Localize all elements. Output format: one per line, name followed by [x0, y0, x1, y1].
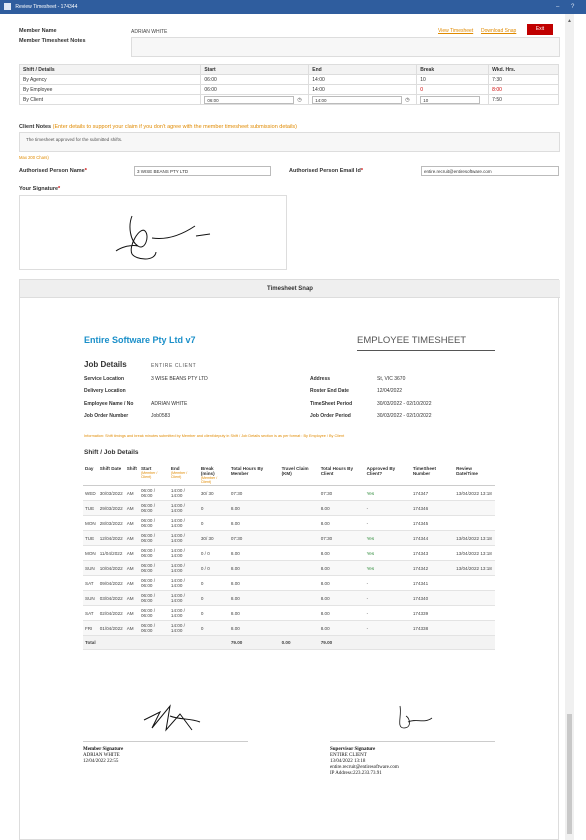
table-cell: 8.00	[319, 561, 365, 576]
table-row	[83, 576, 495, 591]
supervisor-signature-email: entire.recruit@entiresoftware.com	[330, 765, 399, 770]
member-signature-line	[83, 741, 248, 742]
table-row	[83, 516, 495, 531]
table-row	[83, 621, 495, 636]
table-cell: 0	[199, 606, 229, 621]
col-header	[169, 465, 199, 486]
table-cell	[280, 486, 319, 501]
table-cell	[280, 516, 319, 531]
col-end: End	[309, 65, 417, 75]
table-cell: 14:00 / 14:00	[169, 591, 199, 606]
minimize-button[interactable]: –	[556, 4, 560, 10]
address-value: St, VIC 3670	[377, 376, 406, 382]
table-cell: 174344	[411, 531, 454, 546]
col-break: Break	[417, 65, 489, 75]
table-cell: AM	[125, 516, 139, 531]
table-cell: -	[365, 501, 411, 516]
auth-email-text: Authorised Person Email Id	[289, 168, 361, 174]
table-cell: 07:30	[319, 486, 365, 501]
table-cell: 8.00	[229, 516, 280, 531]
table-cell: 07:30	[319, 531, 365, 546]
auth-email-input[interactable]: entire.recruit@entiresoftware.com	[421, 166, 559, 176]
col-header	[125, 465, 139, 486]
total-cell	[169, 636, 199, 650]
table-cell: 14:00 / 14:00	[169, 576, 199, 591]
table-cell: 06:00 / 06:00	[139, 516, 169, 531]
table-cell: 8.00	[229, 576, 280, 591]
table-cell: 10/04/2022	[98, 561, 125, 576]
col-header	[98, 465, 125, 486]
col-header-label: Total Hours By Member	[230, 466, 264, 476]
information-note: Information: Shift timings and break minutes submitted by Member and client/deputy in Shift / Job Details section is as per format : By Employee / By Client	[84, 434, 345, 438]
table-cell: 14:00 / 14:00	[169, 516, 199, 531]
table-cell	[280, 561, 319, 576]
client-notes-hint: (Enter details to support your claim if you don't agree with the member timesheet submission details)	[52, 124, 298, 130]
table-cell: 8.00	[319, 516, 365, 531]
member-notes-box	[131, 37, 560, 57]
table-cell: SAT	[83, 576, 98, 591]
row-by-agency	[20, 75, 559, 85]
col-header-sub: (Member / Client)	[170, 471, 188, 479]
table-cell: 0	[199, 576, 229, 591]
table-cell: AM	[125, 591, 139, 606]
help-button[interactable]: ?	[571, 4, 575, 10]
member-signature-name: ADRIAN WHITE	[83, 753, 120, 758]
total-cell	[199, 636, 229, 650]
table-cell	[280, 531, 319, 546]
member-signature-image	[140, 700, 210, 740]
table-cell: 12/04/2022	[98, 531, 125, 546]
table-cell: 30/ 30	[199, 531, 229, 546]
job-order-period-label: Job Order Period	[310, 413, 351, 419]
required-star: *	[360, 168, 363, 174]
table-cell: AM	[125, 486, 139, 501]
table-cell: 0	[199, 516, 229, 531]
end-cell	[309, 95, 417, 105]
table-cell: AM	[125, 546, 139, 561]
auth-name-text: Authorised Person Name	[19, 168, 85, 174]
start-value: 06:00	[201, 75, 309, 85]
member-signature-date: 12/04/2022 22:55	[83, 759, 119, 764]
service-location-value: 3 WISE BEANS PTY LTD	[151, 376, 208, 382]
col-header	[139, 465, 169, 486]
required-star: *	[58, 186, 61, 192]
table-cell: WED	[83, 486, 98, 501]
table-cell: Yes	[365, 531, 411, 546]
total-cell: 79.00	[229, 636, 280, 650]
max-chars-note: Max 200 Chars)	[19, 155, 49, 160]
col-shift-details: Shift / Details	[20, 65, 201, 75]
table-cell: 0	[199, 621, 229, 636]
total-cell	[365, 636, 411, 650]
table-cell: 11/04/2022	[98, 546, 125, 561]
table-cell: Yes	[365, 546, 411, 561]
table-row	[83, 591, 495, 606]
roster-end-date-label: Roster End Date	[310, 388, 349, 394]
table-cell: 14:00 / 14:00	[169, 546, 199, 561]
table-cell: SAT	[83, 606, 98, 621]
signature-drawing	[20, 196, 288, 271]
member-name-value: ADRIAN WHITE	[131, 29, 168, 35]
table-cell: 8.00	[229, 546, 280, 561]
break-value: 10	[417, 75, 489, 85]
table-cell: -	[365, 516, 411, 531]
table-cell: 14:00 / 14:00	[169, 486, 199, 501]
hrs-value: 7:50	[489, 95, 559, 105]
client-notes-title: Client Notes	[19, 124, 52, 130]
table-cell: 0	[199, 501, 229, 516]
table-cell: 8.00	[319, 591, 365, 606]
table-cell: SUN	[83, 591, 98, 606]
table-cell	[454, 576, 495, 591]
table-row	[83, 531, 495, 546]
col-header-label: Travel Claim (KM)	[281, 466, 309, 476]
start-value: 06:00	[201, 85, 309, 95]
table-cell: 13/04/2022 13:18	[454, 531, 495, 546]
table-cell	[280, 591, 319, 606]
shift-job-details-title: Shift / Job Details	[84, 449, 139, 456]
vertical-scrollbar[interactable]	[565, 14, 574, 840]
employee-name-value: ADRIAN WHITE	[151, 401, 188, 407]
table-cell: 14:00 / 14:00	[169, 606, 199, 621]
table-cell: 13/04/2022 13:18	[454, 561, 495, 576]
member-signature-block	[83, 747, 123, 765]
col-header-label: End	[170, 466, 180, 471]
table-cell	[454, 501, 495, 516]
table-cell	[454, 606, 495, 621]
table-row	[83, 486, 495, 501]
timesheet-period-value: 30/03/2022 - 02/10/2022	[377, 401, 432, 407]
table-cell: 07:30	[229, 486, 280, 501]
roster-end-date-value: 12/04/2022	[377, 388, 403, 394]
table-cell: AM	[125, 576, 139, 591]
table-cell: 06:00 / 06:00	[139, 606, 169, 621]
download-snap-link[interactable]: Download Snap	[481, 28, 517, 34]
table-cell: 14:00 / 14:00	[169, 531, 199, 546]
signature-label	[19, 186, 60, 192]
supervisor-signature-date: 13/04/2022 13:18	[330, 759, 366, 764]
table-cell: 06:00 / 06:00	[139, 561, 169, 576]
signature-pad[interactable]	[19, 195, 287, 270]
client-start-input[interactable]: 06:00	[204, 96, 294, 104]
supervisor-signature-title: Supervisor Signature	[330, 747, 376, 752]
col-header	[229, 465, 280, 486]
end-value: 14:00	[309, 85, 417, 95]
signature-text: Your Signature	[19, 186, 59, 192]
table-cell: Yes	[365, 486, 411, 501]
delivery-location-label: Delivery Location	[84, 388, 126, 394]
table-cell: 06:00 / 06:00	[139, 591, 169, 606]
job-order-number-value: Job0583	[151, 413, 171, 419]
member-name-label: Member Name	[19, 28, 57, 34]
member-signature-title: Member Signature	[83, 747, 124, 752]
clock-icon[interactable]: ◷	[297, 96, 302, 103]
table-cell: TUE	[83, 531, 98, 546]
client-break-input[interactable]: 10	[420, 96, 480, 104]
document-title: EMPLOYEE TIMESHEET	[357, 335, 495, 351]
supervisor-signature-image	[390, 698, 440, 738]
table-cell: 8.00	[319, 621, 365, 636]
table-cell: 03/04/2022	[98, 591, 125, 606]
table-cell: 06:00 / 06:00	[139, 501, 169, 516]
supervisor-signature-line	[330, 741, 495, 742]
row-label: By Employee	[20, 85, 201, 95]
scroll-up-icon[interactable]: ▲	[567, 18, 572, 24]
job-order-period-value: 30/03/2022 - 02/10/2022	[377, 413, 432, 419]
job-client: ENTIRE CLIENT	[151, 363, 197, 369]
hrs-value: 7:30	[489, 75, 559, 85]
col-header-label: Shift Date	[99, 466, 122, 471]
table-cell: 01/04/2022	[98, 621, 125, 636]
total-row	[83, 636, 495, 650]
table-cell: -	[365, 591, 411, 606]
start-cell	[201, 95, 309, 105]
table-cell: 06:00 / 06:00	[139, 486, 169, 501]
table-cell: 8.00	[319, 576, 365, 591]
total-cell	[454, 636, 495, 650]
table-cell: AM	[125, 501, 139, 516]
col-header	[280, 465, 319, 486]
timesheet-period-label: TimeSheet Period	[310, 401, 353, 407]
table-cell	[454, 591, 495, 606]
col-hrs: Wkd. Hrs.	[489, 65, 559, 75]
table-cell: TUE	[83, 501, 98, 516]
col-header-label: Day	[85, 466, 94, 471]
table-cell	[454, 621, 495, 636]
col-header-label: Review Date/Time	[456, 466, 478, 476]
clock-icon[interactable]: ◷	[405, 96, 410, 103]
supervisor-signature-block	[330, 747, 399, 777]
table-cell	[454, 516, 495, 531]
break-value: 0	[417, 85, 489, 95]
member-notes-label: Member Timesheet Notes	[19, 38, 86, 44]
table-row	[83, 501, 495, 516]
col-header-sub: (Member / Client)	[200, 476, 218, 484]
table-cell: 28/03/2022	[98, 516, 125, 531]
required-star: *	[84, 168, 87, 174]
table-cell: AM	[125, 621, 139, 636]
total-cell: Total	[83, 636, 98, 650]
table-cell: 06:00 / 06:00	[139, 576, 169, 591]
table-cell: 8.00	[229, 501, 280, 516]
table-header-row	[83, 465, 495, 486]
exit-button[interactable]: Exit	[527, 24, 553, 35]
view-timesheet-link[interactable]: View Timesheet	[438, 28, 474, 34]
window-titlebar	[0, 0, 586, 14]
hrs-value: 8:00	[489, 85, 559, 95]
shift-details-table	[19, 64, 559, 105]
table-cell: -	[365, 606, 411, 621]
table-cell: 06:00 / 06:00	[139, 546, 169, 561]
col-header-label: Break (mins)	[200, 466, 215, 476]
table-cell: AM	[125, 531, 139, 546]
table-cell: 8.00	[319, 501, 365, 516]
total-cell	[125, 636, 139, 650]
row-label: By Agency	[20, 75, 201, 85]
table-cell: 174345	[411, 516, 454, 531]
col-header-sub: (Member / Client)	[140, 471, 158, 479]
col-header-label: Approved By Client?	[366, 466, 396, 476]
table-cell: 174346	[411, 501, 454, 516]
table-row	[83, 606, 495, 621]
table-cell: 06:00 / 06:00	[139, 621, 169, 636]
auth-name-label	[19, 168, 87, 174]
col-header	[199, 465, 229, 486]
table-cell: FRI	[83, 621, 98, 636]
table-cell	[280, 501, 319, 516]
table-cell	[280, 546, 319, 561]
table-cell: Yes	[365, 561, 411, 576]
total-cell	[411, 636, 454, 650]
table-cell: 0 / 0	[199, 561, 229, 576]
employee-name-label: Employee Name / No	[84, 401, 134, 407]
table-cell: 0	[199, 591, 229, 606]
window-icon	[4, 3, 11, 10]
service-location-label: Service Location	[84, 376, 125, 382]
table-cell: AM	[125, 606, 139, 621]
col-header	[365, 465, 411, 486]
table-cell: 174343	[411, 546, 454, 561]
client-notes-label	[19, 124, 297, 130]
col-start: Start	[201, 65, 309, 75]
table-cell	[280, 576, 319, 591]
total-cell: 79.00	[319, 636, 365, 650]
table-cell: -	[365, 576, 411, 591]
row-label: By Client	[20, 95, 201, 105]
table-cell: 14:00 / 14:00	[169, 561, 199, 576]
table-cell: 174340	[411, 591, 454, 606]
client-end-input[interactable]: 14:00	[312, 96, 402, 104]
table-cell: 174341	[411, 576, 454, 591]
company-name: Entire Software Pty Ltd v7	[84, 335, 196, 345]
table-cell: 8.00	[229, 621, 280, 636]
address-label: Address	[310, 376, 331, 382]
table-cell	[280, 606, 319, 621]
table-cell: 06:00 / 06:00	[139, 531, 169, 546]
col-header-label: Total Hours By Client	[320, 466, 354, 476]
table-cell: 30/03/2022	[98, 486, 125, 501]
end-value: 14:00	[309, 75, 417, 85]
table-cell: AM	[125, 561, 139, 576]
table-row	[83, 546, 495, 561]
table-cell: 07:30	[229, 531, 280, 546]
table-cell: SUN	[83, 561, 98, 576]
col-header	[83, 465, 98, 486]
auth-name-input[interactable]: 3 WISE BEANS PTY LTD	[134, 166, 271, 176]
auth-email-label	[289, 168, 363, 174]
table-cell	[280, 621, 319, 636]
table-cell: -	[365, 621, 411, 636]
table-cell: 13/04/2022 13:18	[454, 486, 495, 501]
col-header-label: TimeSheet Number	[412, 466, 436, 476]
total-cell	[139, 636, 169, 650]
table-cell: 8.00	[319, 606, 365, 621]
job-details-title: Job Details	[84, 360, 127, 369]
table-cell: MON	[83, 516, 98, 531]
table-cell: 0 / 0	[199, 546, 229, 561]
supervisor-signature-ip: IP Address:223.233.73.91	[330, 771, 382, 776]
table-cell: 8.00	[229, 591, 280, 606]
col-header-label: Start	[140, 466, 152, 471]
table-cell: 13/04/2022 13:18	[454, 546, 495, 561]
scroll-thumb[interactable]	[567, 714, 572, 834]
table-cell: 174342	[411, 561, 454, 576]
supervisor-signature-name: ENTIRE CLIENT	[330, 753, 367, 758]
col-header-label: Shift	[126, 466, 137, 471]
table-row	[83, 561, 495, 576]
table-cell: 02/04/2022	[98, 606, 125, 621]
row-by-client	[20, 95, 559, 105]
total-cell: 0.00	[280, 636, 319, 650]
table-cell: 8.00	[319, 546, 365, 561]
col-header	[411, 465, 454, 486]
table-cell: 09/04/2022	[98, 576, 125, 591]
table-cell: 174347	[411, 486, 454, 501]
timesheet-snap-header: Timesheet Snap	[20, 280, 560, 298]
total-cell	[98, 636, 125, 650]
client-notes-textarea[interactable]: The timesheet approved for the submitted shifts.	[19, 132, 560, 152]
table-cell: 14:00 / 14:00	[169, 621, 199, 636]
table-cell: 8.00	[229, 561, 280, 576]
table-cell: 174338	[411, 621, 454, 636]
table-cell: 30/ 30	[199, 486, 229, 501]
col-header	[454, 465, 495, 486]
table-cell: 29/03/2022	[98, 501, 125, 516]
break-cell	[417, 95, 489, 105]
row-by-employee	[20, 85, 559, 95]
shift-job-details-table	[83, 465, 495, 650]
table-cell: 8.00	[229, 606, 280, 621]
table-cell: 14:00 / 14:00	[169, 501, 199, 516]
col-header	[319, 465, 365, 486]
window-title: Review Timesheet - 174344	[15, 4, 78, 10]
table-cell: 174339	[411, 606, 454, 621]
table-cell: MON	[83, 546, 98, 561]
job-order-number-label: Job Order Number	[84, 413, 129, 419]
